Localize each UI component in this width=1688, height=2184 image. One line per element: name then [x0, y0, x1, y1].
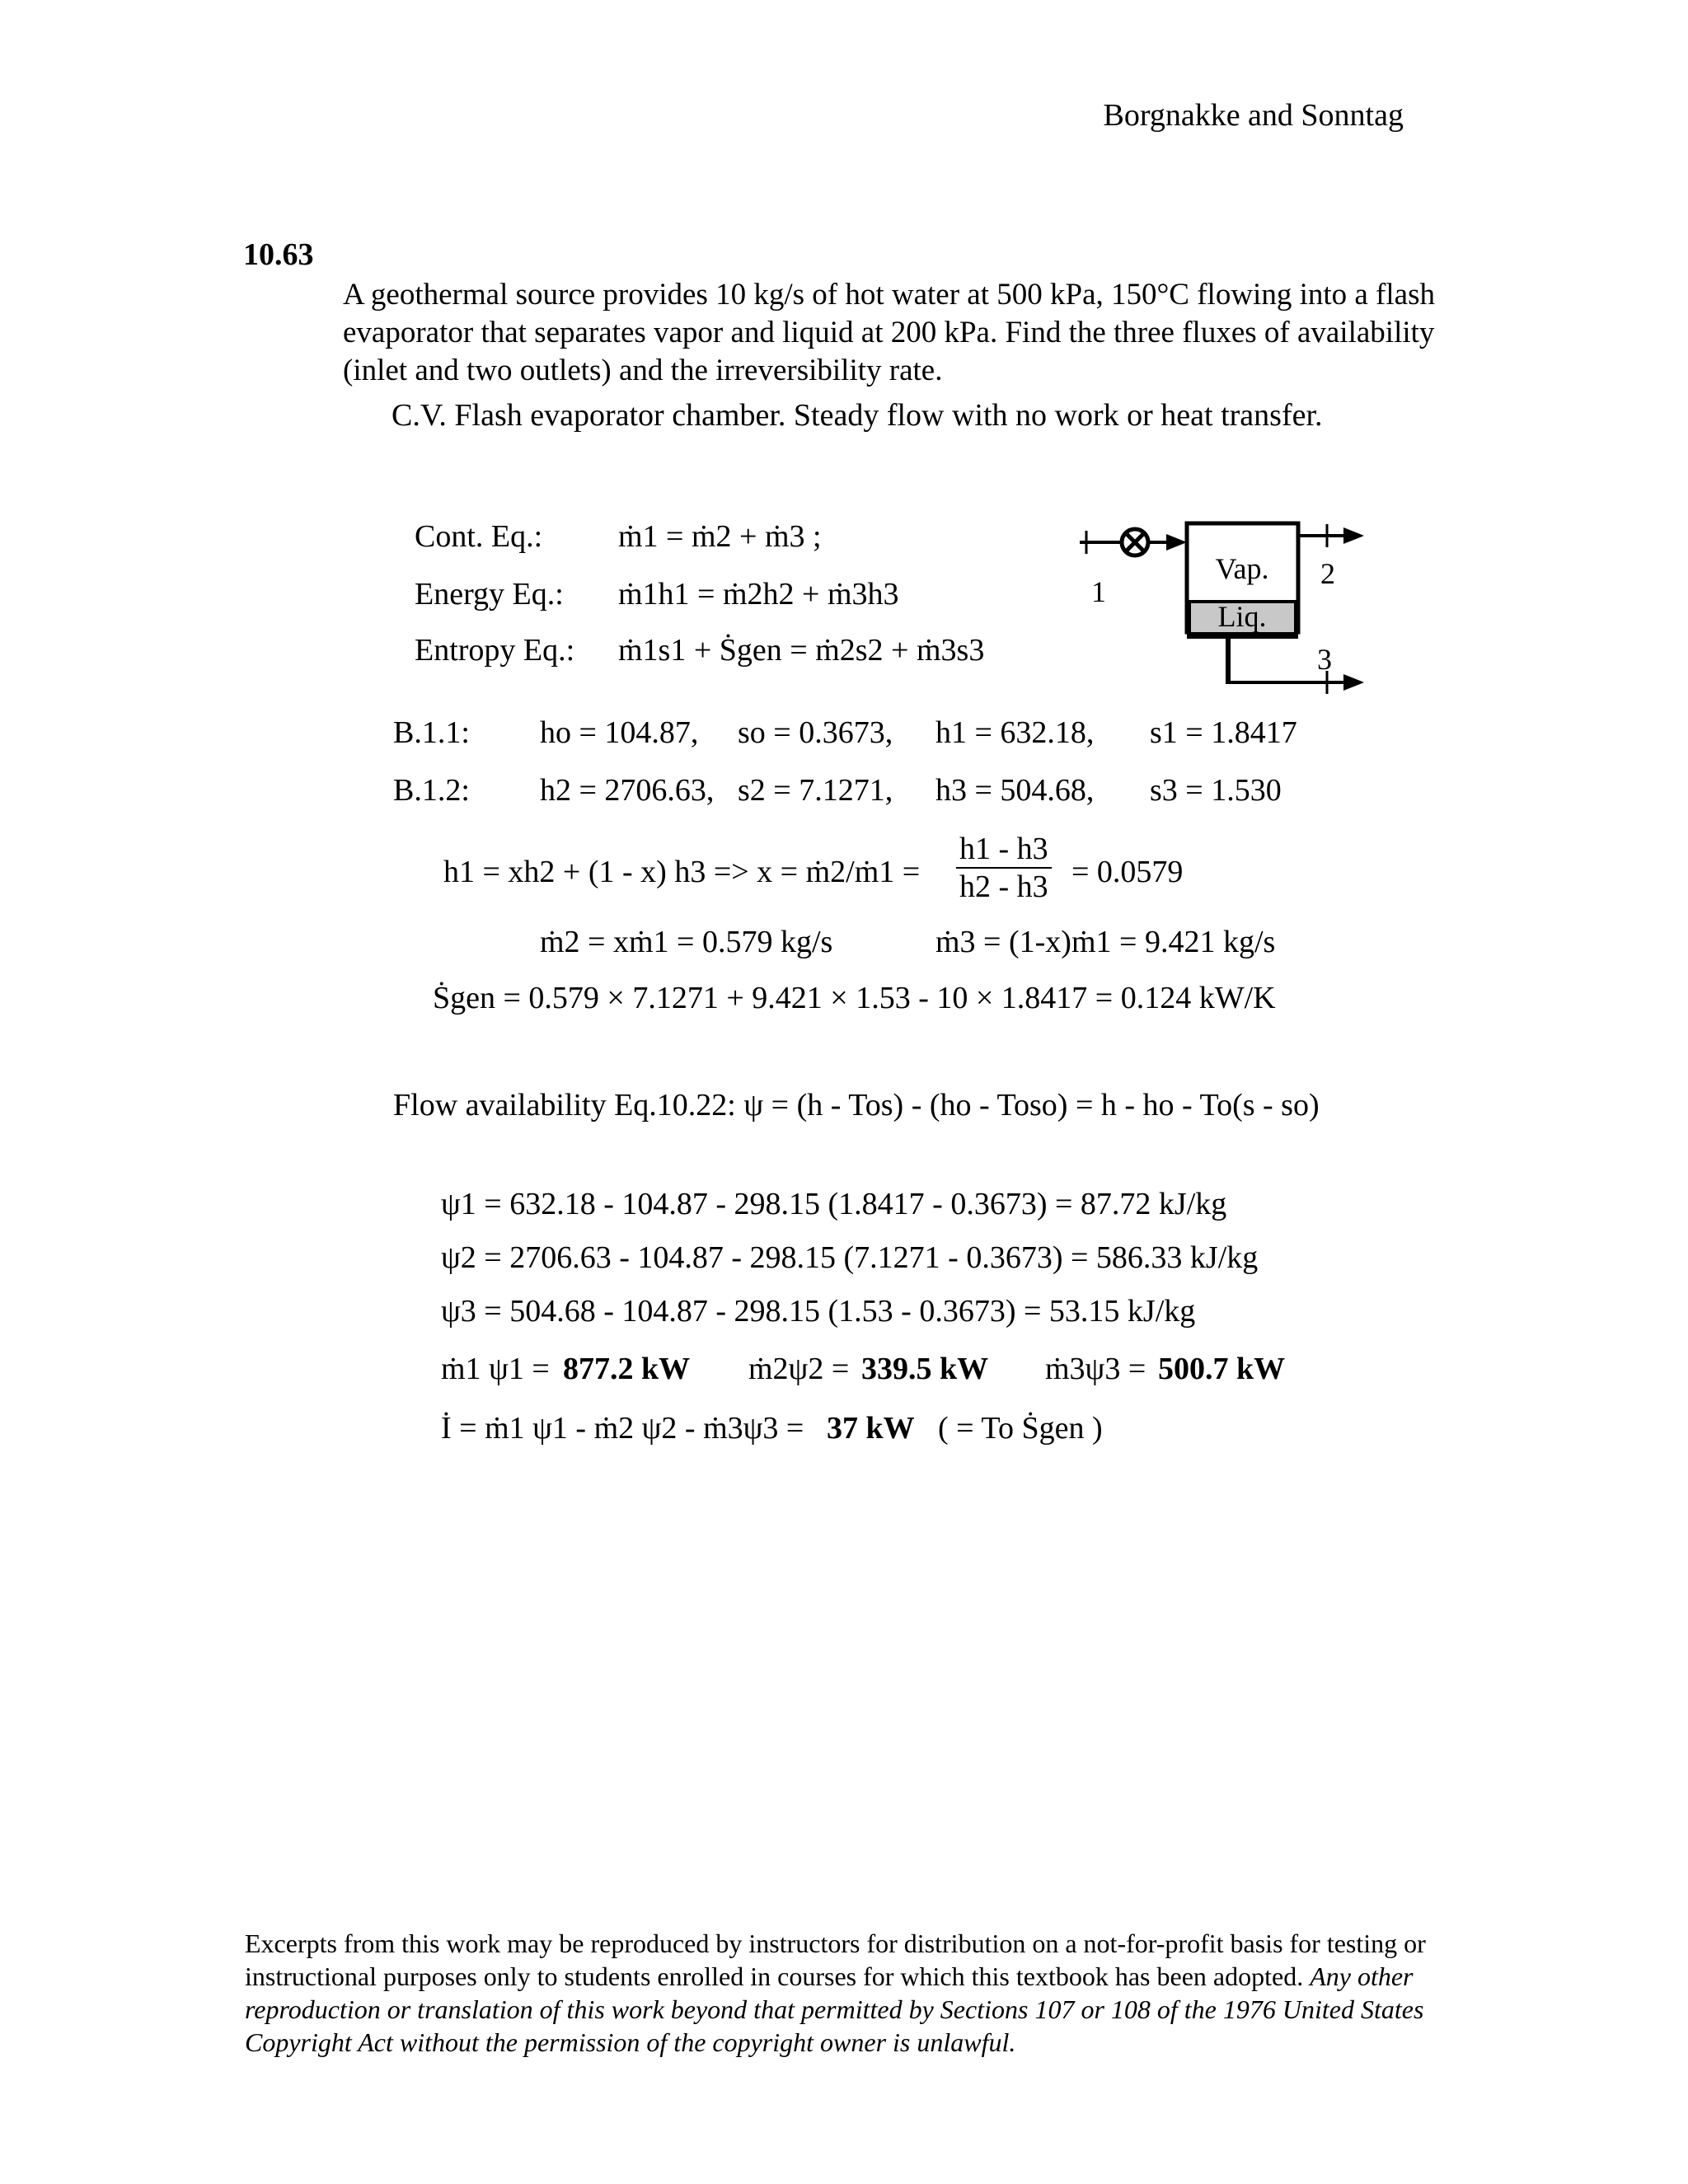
irreversibility-value: 37 kW	[827, 1411, 915, 1446]
irreversibility-note: ( = To Ṡgen )	[938, 1411, 1103, 1446]
table-b12-s3: s3 = 1.530	[1150, 773, 1282, 808]
liquid-label: Liq.	[1217, 600, 1267, 633]
quality-numerator: h1 - h3	[956, 831, 1052, 869]
quality-denominator: h2 - h3	[959, 869, 1048, 904]
psi1-equation: ψ1 = 632.18 - 104.87 - 298.15 (1.8417 - 0.3673) = 87.72 kJ/kg	[441, 1187, 1227, 1221]
copyright-footer	[245, 1927, 1448, 2059]
flow-availability-equation: Flow availability Eq.10.22: ψ = (h - Tos) - (ho - Toso) = h - ho - To(s - so)	[393, 1088, 1320, 1122]
flux1-value: 877.2 kW	[563, 1352, 691, 1386]
energy-eq-label: Energy Eq.:	[415, 577, 564, 612]
table-b11-label: B.1.1:	[393, 715, 470, 750]
irreversibility-lhs: İ = ṁ1 ψ1 - ṁ2 ψ2 - ṁ3ψ3 =	[441, 1411, 804, 1446]
problem-number: 10.63	[243, 237, 314, 272]
table-b12-h2: h2 = 2706.63,	[540, 773, 715, 808]
entropy-eq-label: Entropy Eq.:	[415, 633, 575, 668]
flux3-lhs: ṁ3ψ3 =	[1045, 1352, 1146, 1386]
flux2-lhs: ṁ2ψ2 =	[748, 1352, 850, 1386]
liquid-outlet-arrow	[1343, 674, 1364, 691]
quality-result: = 0.0579	[1071, 855, 1184, 889]
port-3-label: 3	[1317, 643, 1332, 676]
flash-evaporator-diagram	[1063, 494, 1393, 701]
table-b11-so: so = 0.3673,	[738, 715, 893, 750]
entropy-eq: ṁ1s1 + Ṡgen = ṁ2s2 + ṁ3s3	[618, 633, 985, 668]
control-volume-note: C.V. Flash evaporator chamber. Steady flow with no work or heat transfer.	[392, 398, 1323, 433]
table-b11-ho: ho = 104.87,	[540, 715, 699, 750]
vapor-outlet-arrow	[1343, 527, 1364, 544]
quality-equation-lhs: h1 = xh2 + (1 - x) h3 => x = ṁ2/ṁ1 =	[443, 855, 921, 889]
cont-eq: ṁ1 = ṁ2 + ṁ3 ;	[618, 519, 822, 554]
flux1-lhs: ṁ1 ψ1 =	[441, 1352, 550, 1386]
energy-eq: ṁ1h1 = ṁ2h2 + ṁ3h3	[618, 577, 899, 612]
port-1-label: 1	[1091, 575, 1106, 608]
psi3-equation: ψ3 = 504.68 - 104.87 - 298.15 (1.53 - 0.3673) = 53.15 kJ/kg	[441, 1294, 1196, 1329]
flux2-value: 339.5 kW	[861, 1352, 989, 1386]
sgen-equation: Ṡgen = 0.579 × 7.1271 + 9.421 × 1.53 - 10 × 1.8417 = 0.124 kW/K	[433, 981, 1276, 1015]
inlet-arrow	[1166, 534, 1187, 551]
flash-evaporator-svg	[1063, 494, 1393, 701]
table-b11-s1: s1 = 1.8417	[1150, 715, 1297, 750]
table-b11-h1: h1 = 632.18,	[935, 715, 1095, 750]
table-b12-h3: h3 = 504.68,	[935, 773, 1095, 808]
quality-fraction	[956, 831, 1052, 905]
psi2-equation: ψ2 = 2706.63 - 104.87 - 298.15 (7.1271 - 0.3673) = 586.33 kJ/kg	[441, 1240, 1259, 1275]
flux3-value: 500.7 kW	[1158, 1352, 1286, 1386]
vapor-label: Vap.	[1215, 552, 1269, 585]
footer-italic-text: Any other reproduction or translation of this work beyond that permitted by Sections 107 or 108 of the 1976 United States Copyright Act without the permission of the copyright owner is unlawful.	[245, 1961, 1424, 2057]
problem-statement: A geothermal source provides 10 kg/s of hot water at 500 kPa, 150°C flowing into a flash evaporator that separates vapor and liquid at 200 kPa. Find the three fluxes of availability (inlet and two outlets) and the irreversibility rate.	[343, 278, 1435, 387]
m3-equation: ṁ3 = (1-x)ṁ1 = 9.421 kg/s	[935, 925, 1276, 959]
table-b12-s2: s2 = 7.1271,	[738, 773, 893, 808]
port-2-label: 2	[1320, 557, 1335, 590]
table-b12-label: B.1.2:	[393, 773, 470, 808]
footer-normal-text: Excerpts from this work may be reproduced by instructors for distribution on a not-for-profit basis for testing or instructional purposes only to students enrolled in courses for which this textbook has been adopted.	[245, 1929, 1426, 1991]
m2-equation: ṁ2 = xṁ1 = 0.579 kg/s	[540, 925, 833, 959]
cont-eq-label: Cont. Eq.:	[415, 519, 543, 554]
running-head: Borgnakke and Sonntag	[1103, 98, 1404, 133]
